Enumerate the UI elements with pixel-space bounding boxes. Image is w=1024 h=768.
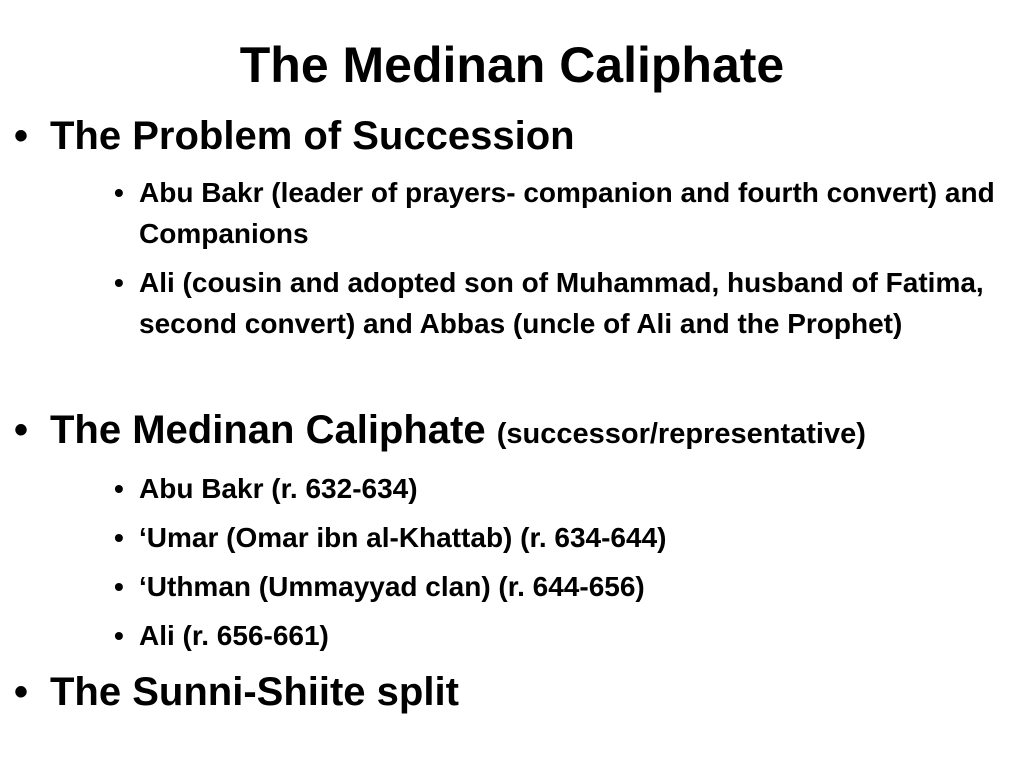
section-heading-text: The Medinan Caliphate	[50, 408, 486, 452]
slide-title: The Medinan Caliphate	[239, 37, 785, 93]
list-item	[114, 468, 1014, 509]
list-item	[114, 517, 1014, 558]
bullet: •	[114, 522, 124, 553]
bullet: •	[14, 670, 29, 714]
section-heading-text: The Sunni-Shiite split	[50, 670, 459, 714]
list-item	[114, 262, 1014, 344]
caliphs-list	[114, 468, 1014, 664]
list-item-text: ‘Uthman (Ummayyad clan) (r. 644-656)	[139, 571, 645, 602]
bullet: •	[14, 114, 29, 158]
list-item-text: Ali (r. 656-661)	[139, 620, 329, 651]
bullet: •	[114, 571, 124, 602]
list-item	[114, 566, 1014, 607]
bullet: •	[114, 177, 124, 208]
bullet: •	[114, 267, 124, 298]
list-item-text: Abu Bakr (leader of prayers- companion and fourth convert) and Companions	[139, 177, 995, 249]
bullet: •	[114, 473, 124, 504]
section-heading-split	[14, 668, 459, 716]
list-item-text: Abu Bakr (r. 632-634)	[139, 473, 418, 504]
list-item	[114, 615, 1014, 656]
list-item-text: ‘Umar (Omar ibn al-Khattab) (r. 634-644)	[139, 522, 667, 553]
section-heading-text: The Problem of Succession	[50, 114, 575, 158]
bullet: •	[14, 408, 29, 452]
section-heading-caliphate	[14, 406, 866, 458]
bullet: •	[114, 620, 124, 651]
list-item	[114, 172, 1014, 254]
list-item-text: Ali (cousin and adopted son of Muhammad, husband of Fatima, second convert) and Abbas (uncle of Ali and the Prophet)	[139, 267, 984, 339]
section-heading-succession	[14, 112, 575, 160]
section-heading-note: (successor/representative)	[496, 418, 866, 450]
succession-list	[114, 172, 1014, 352]
